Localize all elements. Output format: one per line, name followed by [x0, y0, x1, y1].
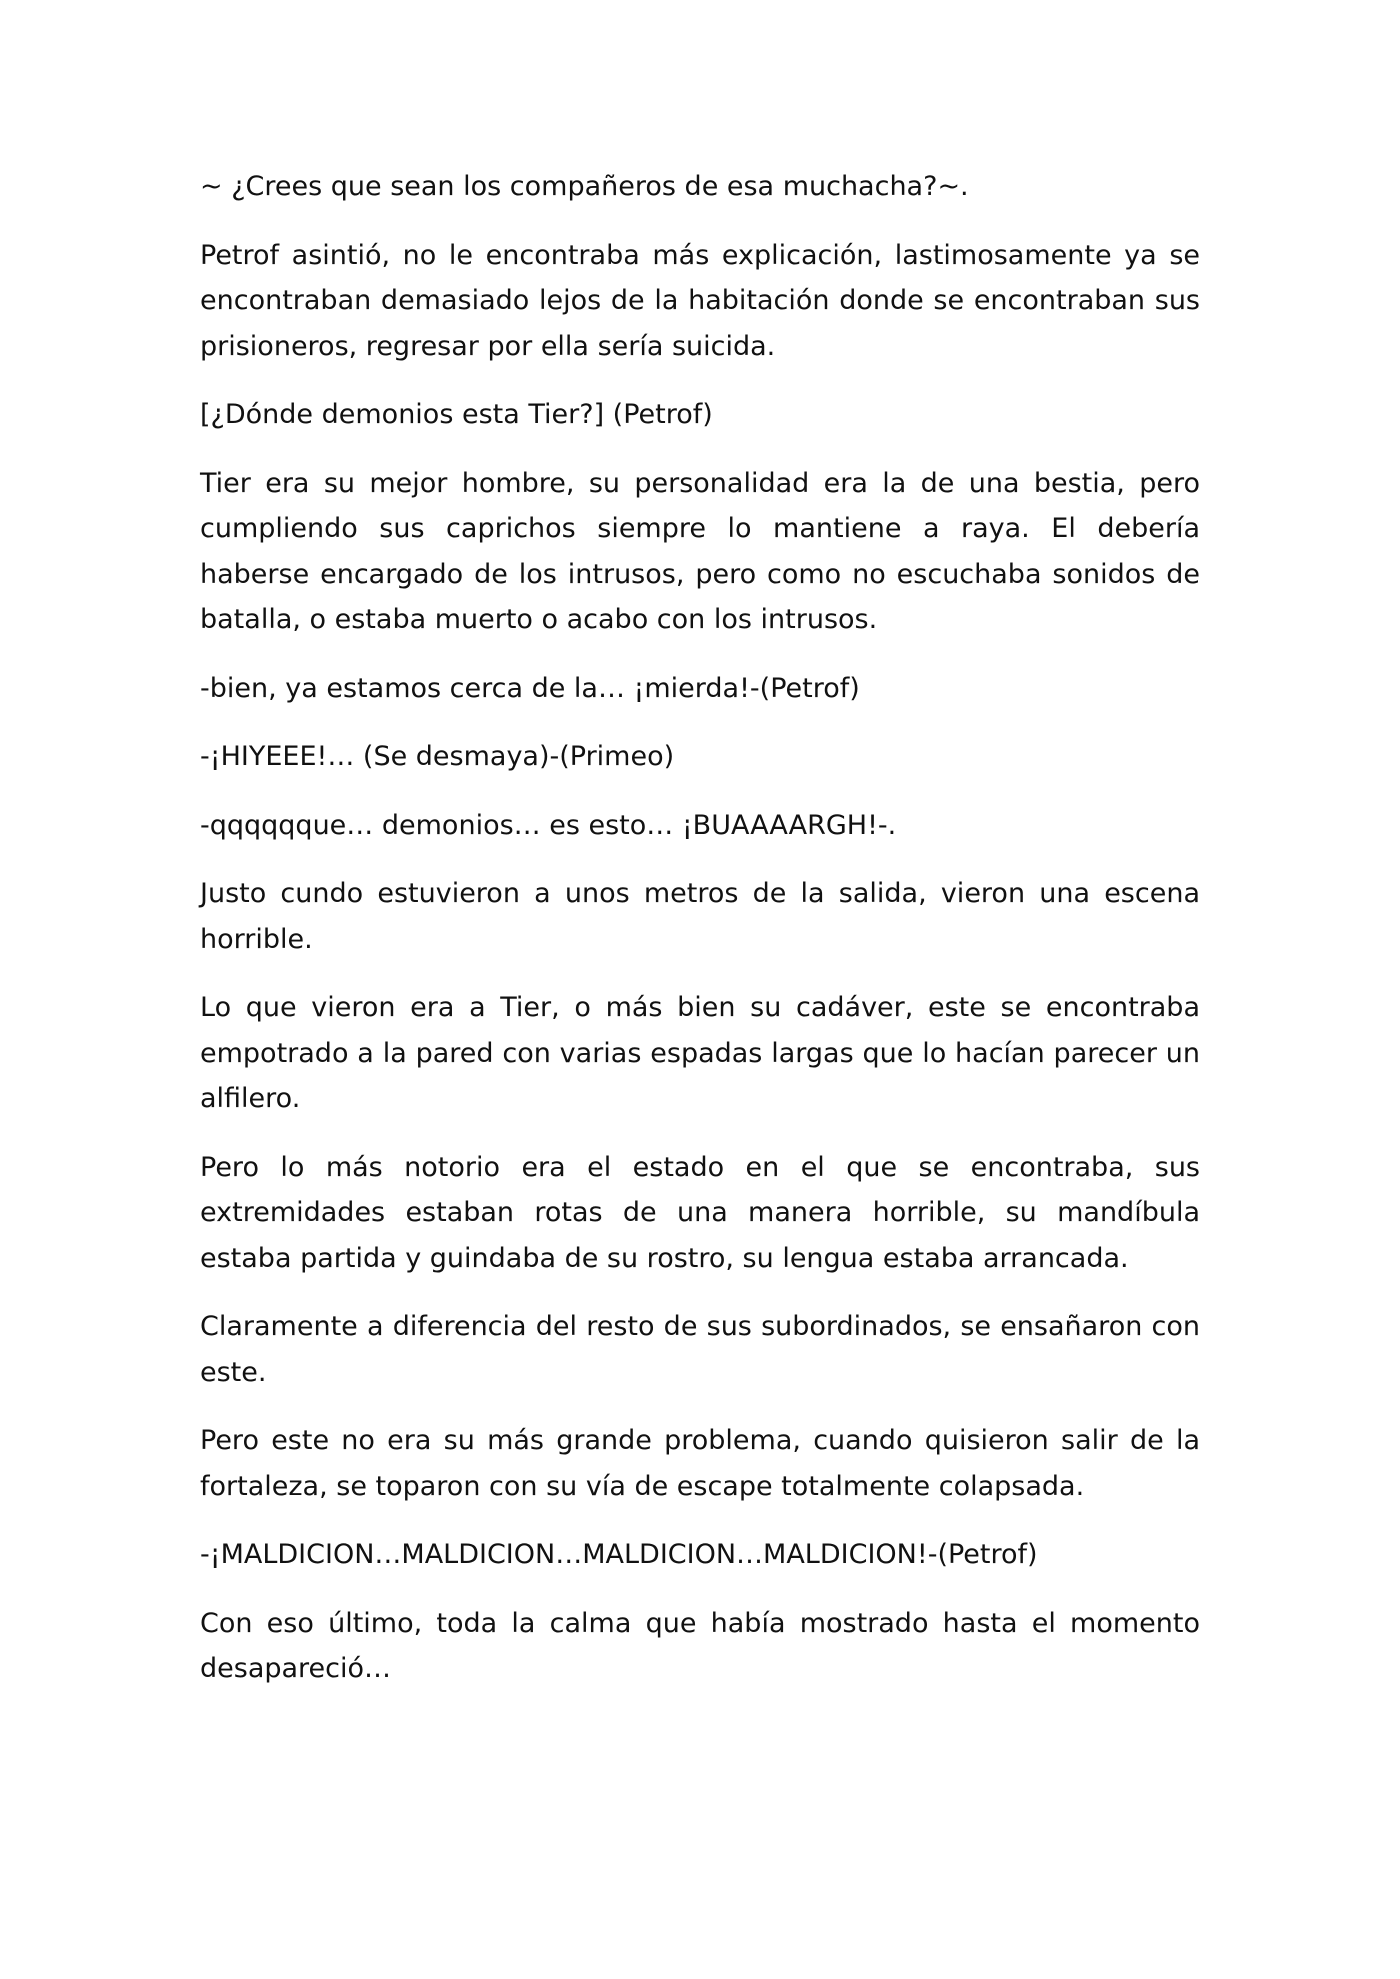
- paragraph-1: ~ ¿Crees que sean los compañeros de esa muchacha?~.: [200, 171, 969, 202]
- paragraph-6: -¡HIYEEE!… (Se desmaya)-(Primeo): [200, 741, 675, 772]
- paragraph-14: Con eso último, toda la calma que había mostrado hasta el momento desapareció…: [200, 1607, 1200, 1684]
- paragraph-11: Claramente a diferencia del resto de sus subordinados, se ensañaron con este.: [200, 1311, 1200, 1388]
- paragraph-5: -bien, ya estamos cerca de la… ¡mierda!-(Petrof): [200, 672, 860, 704]
- document-body: [200, 164, 1200, 1715]
- paragraph-3: [¿Dónde demonios esta Tier?] (Petrof): [200, 399, 713, 430]
- paragraph-2: Petrof asintió, no le encontraba más explicación, lastimosamente ya se encontraban demasiado lejos de la habitación donde se encontraban sus prisioneros, regresar por ella sería suicida.: [200, 239, 1200, 362]
- paragraph-13: -¡MALDICION…MALDICION…MALDICION…MALDICION!-(Petrof): [200, 1539, 1038, 1570]
- paragraph-7: -qqqqqque… demonios… es esto… ¡BUAAAARGH!-.: [200, 809, 897, 841]
- paragraph-9: Lo que vieron era a Tier, o más bien su cadáver, este se encontraba empotrado a la pared con varias espadas largas que lo hacían parecer un alfilero.: [200, 992, 1200, 1114]
- paragraph-12: Pero este no era su más grande problema, cuando quisieron salir de la fortaleza, se toparon con su vía de escape totalmente colapsada.: [200, 1425, 1200, 1502]
- paragraph-8: Justo cundo estuvieron a unos metros de la salida, vieron una escena horrible.: [200, 878, 1200, 955]
- paragraph-4: Tier era su mejor hombre, su personalidad era la de una bestia, pero cumpliendo sus caprichos siempre lo mantiene a raya. El debería haberse encargado de los intrusos, pero como no escuchaba sonidos de batalla, o estaba muerto o acabo con los intrusos.: [200, 467, 1200, 635]
- paragraph-10: Pero lo más notorio era el estado en el que se encontraba, sus extremidades estaban rotas de una manera horrible, su mandíbula estaba partida y guindaba de su rostro, su lengua estaba arrancada.: [200, 1151, 1200, 1274]
